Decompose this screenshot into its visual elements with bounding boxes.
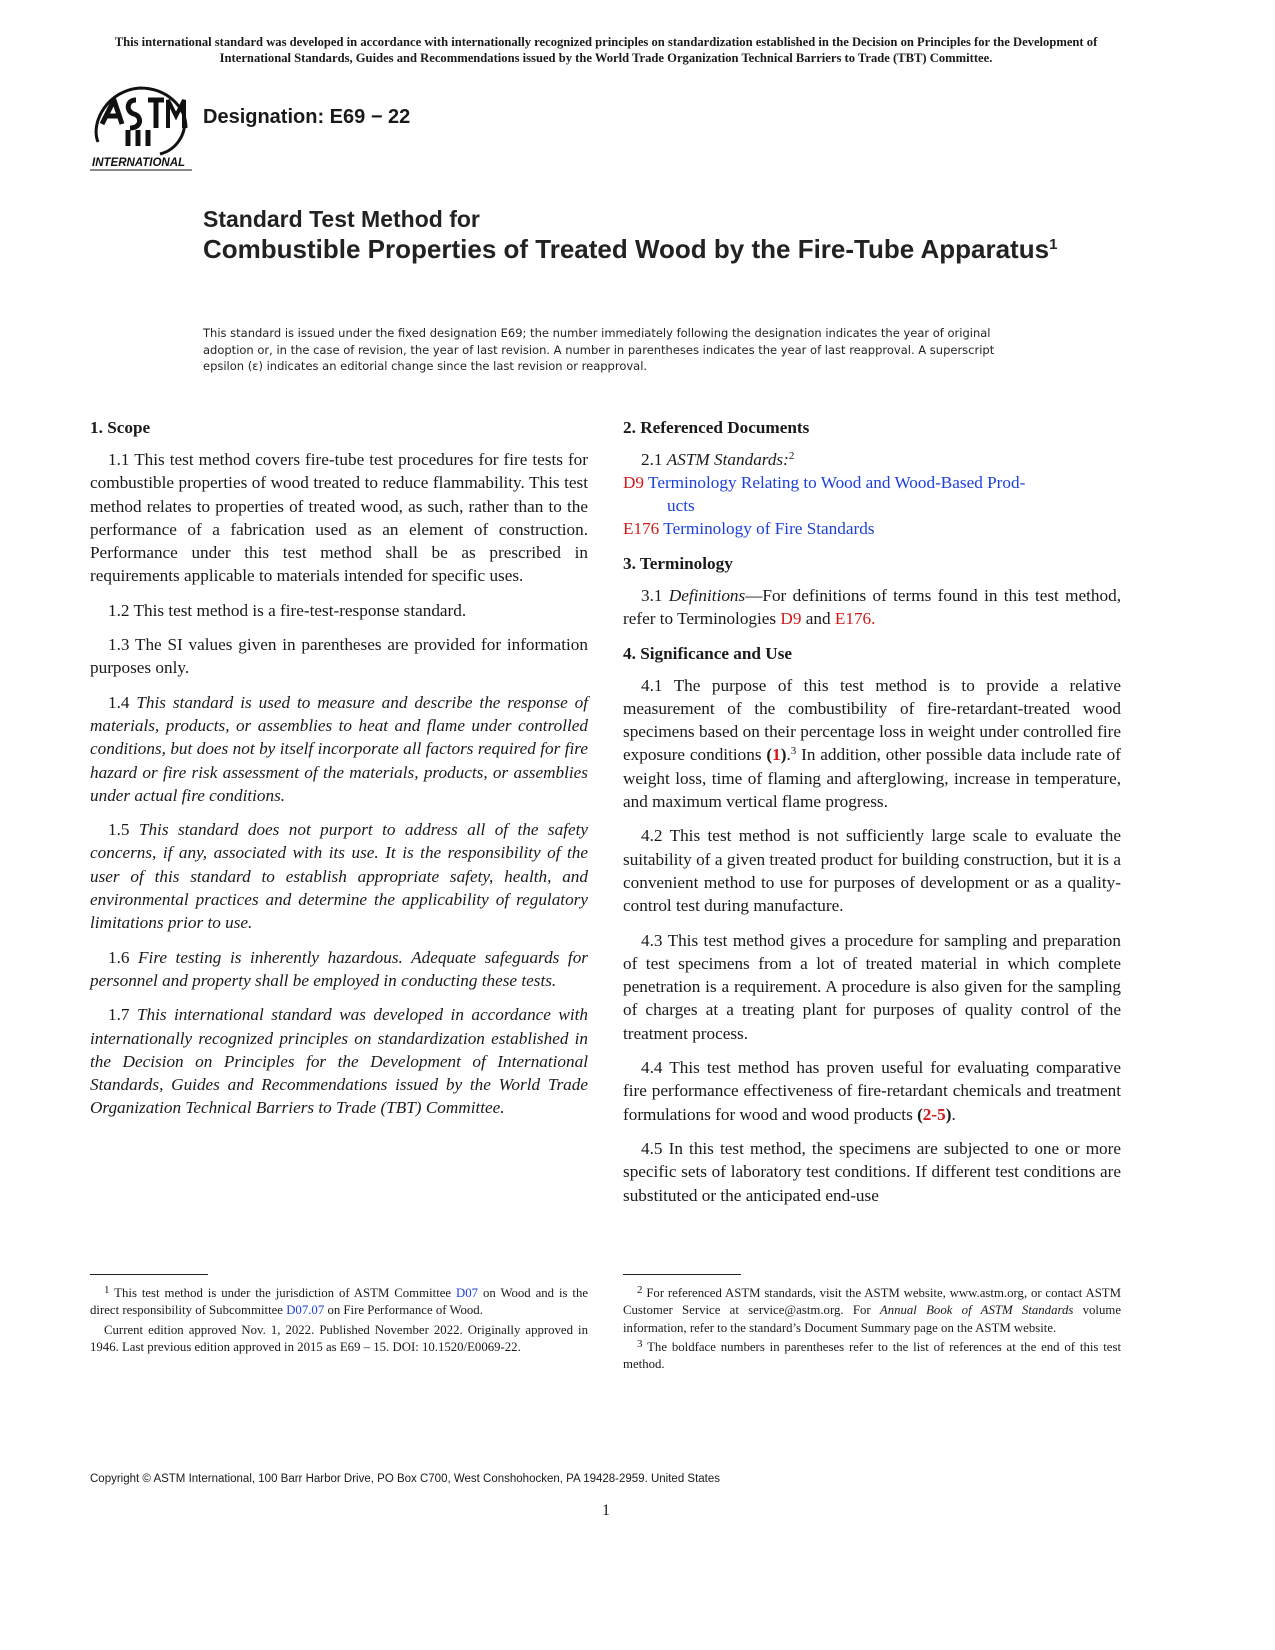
link-e176[interactable]: E176 [834, 609, 872, 629]
footnote-rule [623, 1274, 741, 1275]
left-column [90, 416, 588, 1131]
link-d9[interactable]: D9 [780, 609, 802, 629]
issuance-statement: This standard is issued under the fixed designation E69; the number immediately following the designation indicates the year of original adoption or, in the case of revision, the year of last revision. A number in parentheses indicates the year of last reapproval. A superscript epsilon (ε) indicates an editorial change since the last revision or reapproval. [203, 326, 995, 373]
reference-title-link[interactable]: Terminology of Fire Standards [663, 519, 875, 538]
footnote-1: $^1$ This test method is under the jurisdiction of ASTM Committee D07 on Wood and is the direct responsibility of Subcommittee D07.07 on Fire Performance of Wood. [90, 1284, 589, 1318]
paragraph-1-2: 1.2 This test method is a fire-test-response standard. [108, 600, 467, 620]
paragraph-4-1: 4.1 The purpose of this test method is to provide a relative measurement of the combustibility of fire-retardant-treated wood specimens based on their percentage loss in weight under controlled fire exposure conditions (1).$^3$ In addition, other possible data include rate of weight loss, time of flaming and afterglowing, increase in temperature, and maximum vertical flame progress. [623, 675, 1121, 812]
paragraph-4-3: 4.3 This test method gives a procedure for sampling and preparation of test specimens from a lot of treated material in which complete penetration is a requirement. A procedure is also given for the sampling of charges at a treating plant for purposes of quality control of the treatment process. [623, 930, 1121, 1043]
page-number: 1 [602, 1502, 610, 1519]
paragraph-4-4: 4.4 This test method has proven useful for evaluating comparative fire performance effectiveness of fire-retardant chemicals and treatment formulations for wood and wood products (2-5). [623, 1058, 1121, 1124]
wto-notice: This international standard was developed in accordance with internationally recognized principles on standardization established in the Decision on Principles for the Development of International Standards, Guides and Recommendations issued by the World Trade Organization Technical Barriers to Trade (TBT) Committee. [114, 35, 1098, 65]
title-main [203, 234, 1083, 264]
footnote-mark-2[interactable]: 2 [788, 450, 795, 462]
copyright-line: Copyright © ASTM International, 100 Barr Harbor Drive, PO Box C700, West Conshohocken, PA 19428-2959. United States [90, 1473, 721, 1485]
footnotes-right [623, 1274, 1121, 1375]
paragraph-4-5: 4.5 In this test method, the specimens are subjected to one or more specific sets of laboratory test conditions. If different test conditions are substituted or the anticipated end-use [623, 1138, 1122, 1205]
link-d07-07[interactable]: D07.07 [286, 1303, 325, 1318]
referenced-subsection: 2.1 ASTM Standards:$^2$ [641, 450, 795, 469]
reference-link-1[interactable]: 1 [772, 745, 781, 765]
section-heading-terminology: 3. Terminology [623, 554, 733, 573]
paragraph-1-5: 1.5 This standard does not purport to address all of the safety concerns, if any, associated with its use. It is the responsibility of the user of this standard to establish appropriate safety, health, and environmental practices and determine the applicability of regulatory limitations prior to use. [90, 820, 588, 933]
paragraph-4-2: 4.2 This test method is not sufficiently large scale to evaluate the suitability of a given treated product for building construction, but it is a convenient method to use for purposes of development or as a quality-control test during manufacture. [623, 826, 1121, 916]
footnote-mark-3[interactable]: 3 [790, 745, 797, 758]
reference-d9-continued[interactable]: ucts [667, 496, 695, 515]
document-title [203, 204, 1083, 264]
title-footnote-mark[interactable]: 1 [1049, 236, 1058, 253]
footnote-3: $^3$ The boldface numbers in parentheses refer to the list of references at the end of this test method. [623, 1337, 1122, 1372]
paragraph-1-6: 1.6 Fire testing is inherently hazardous. Adequate safeguards for personnel and property shall be employed in conducting these tests. [90, 947, 588, 990]
astm-logo [88, 84, 194, 176]
logo-wordmark: INTERNATIONAL [92, 157, 186, 169]
reference-e176[interactable] [623, 517, 1121, 540]
section-heading-referenced-documents: 2. Referenced Documents [623, 418, 810, 437]
title-line-1: Standard Test Method for [203, 206, 480, 232]
paragraph-3-1: 3.1 Definitions—For definitions of terms found in this test method, refer to Terminologies D9 and E176. [623, 586, 1122, 629]
reference-code-link[interactable]: D9 [623, 473, 645, 492]
astm-logo-icon [88, 84, 194, 176]
edition-note: Current edition approved Nov. 1, 2022. Published November 2022. Originally approved in 1946. Last previous edition approved in 2015 as E69 – 15. DOI: 10.1520/E0069-22. [90, 1322, 588, 1354]
reference-d9[interactable] [623, 471, 1121, 494]
paragraph-1-4: 1.4 This standard is used to measure and describe the response of materials, products, or assemblies to heat and flame under controlled conditions, but does not by itself incorporate all factors required for fire hazard or fire risk assessment of the materials, products, or assemblies under actual fire conditions. [90, 692, 589, 805]
designation: Designation: E69 − 22 [203, 106, 411, 128]
link-d07[interactable]: D07 [456, 1286, 479, 1300]
footnote-rule [90, 1274, 208, 1275]
footnote-2: $^2$ For referenced ASTM standards, visit the ASTM website, www.astm.org, or contact ASTM Customer Service at service@astm.org. For Annual Book of ASTM Standards volume information, refer to the standard’s Document Summary page on the ASTM website. [623, 1284, 1122, 1335]
reference-link-2-5[interactable]: 2-5 [922, 1104, 946, 1124]
paragraph-1-1: 1.1 This test method covers fire-tube test procedures for fire tests for combustible properties of wood treated to reduce flammability. This test method relates to properties of treated wood, as such, rather than to the performance of a fabrication used as an element of construction. Performance under this test method shall be as prescribed in requirements applicable to materials intended for specific uses. [90, 450, 588, 586]
title-text: Combustible Properties of Treated Wood by the Fire-Tube Apparatus [203, 234, 1050, 264]
section-heading-significance: 4. Significance and Use [623, 643, 793, 663]
reference-code-link[interactable]: E176 [623, 519, 660, 538]
footnotes-left [90, 1274, 588, 1358]
paragraph-1-7: 1.7 This international standard was developed in accordance with internationally recognized principles on standardization established in the Decision on Principles for the Development of International Standards, Guides and Recommendations issued by the World Trade Organization Technical Barriers to Trade (TBT) Committee. [90, 1005, 588, 1118]
paragraph-1-3: 1.3 The SI values given in parentheses are provided for information purposes only. [90, 635, 588, 678]
reference-title-link[interactable]: Terminology Relating to Wood and Wood-Based Prod- [648, 473, 1026, 492]
section-heading-scope: 1. Scope [90, 418, 151, 437]
right-column [623, 416, 1121, 1218]
